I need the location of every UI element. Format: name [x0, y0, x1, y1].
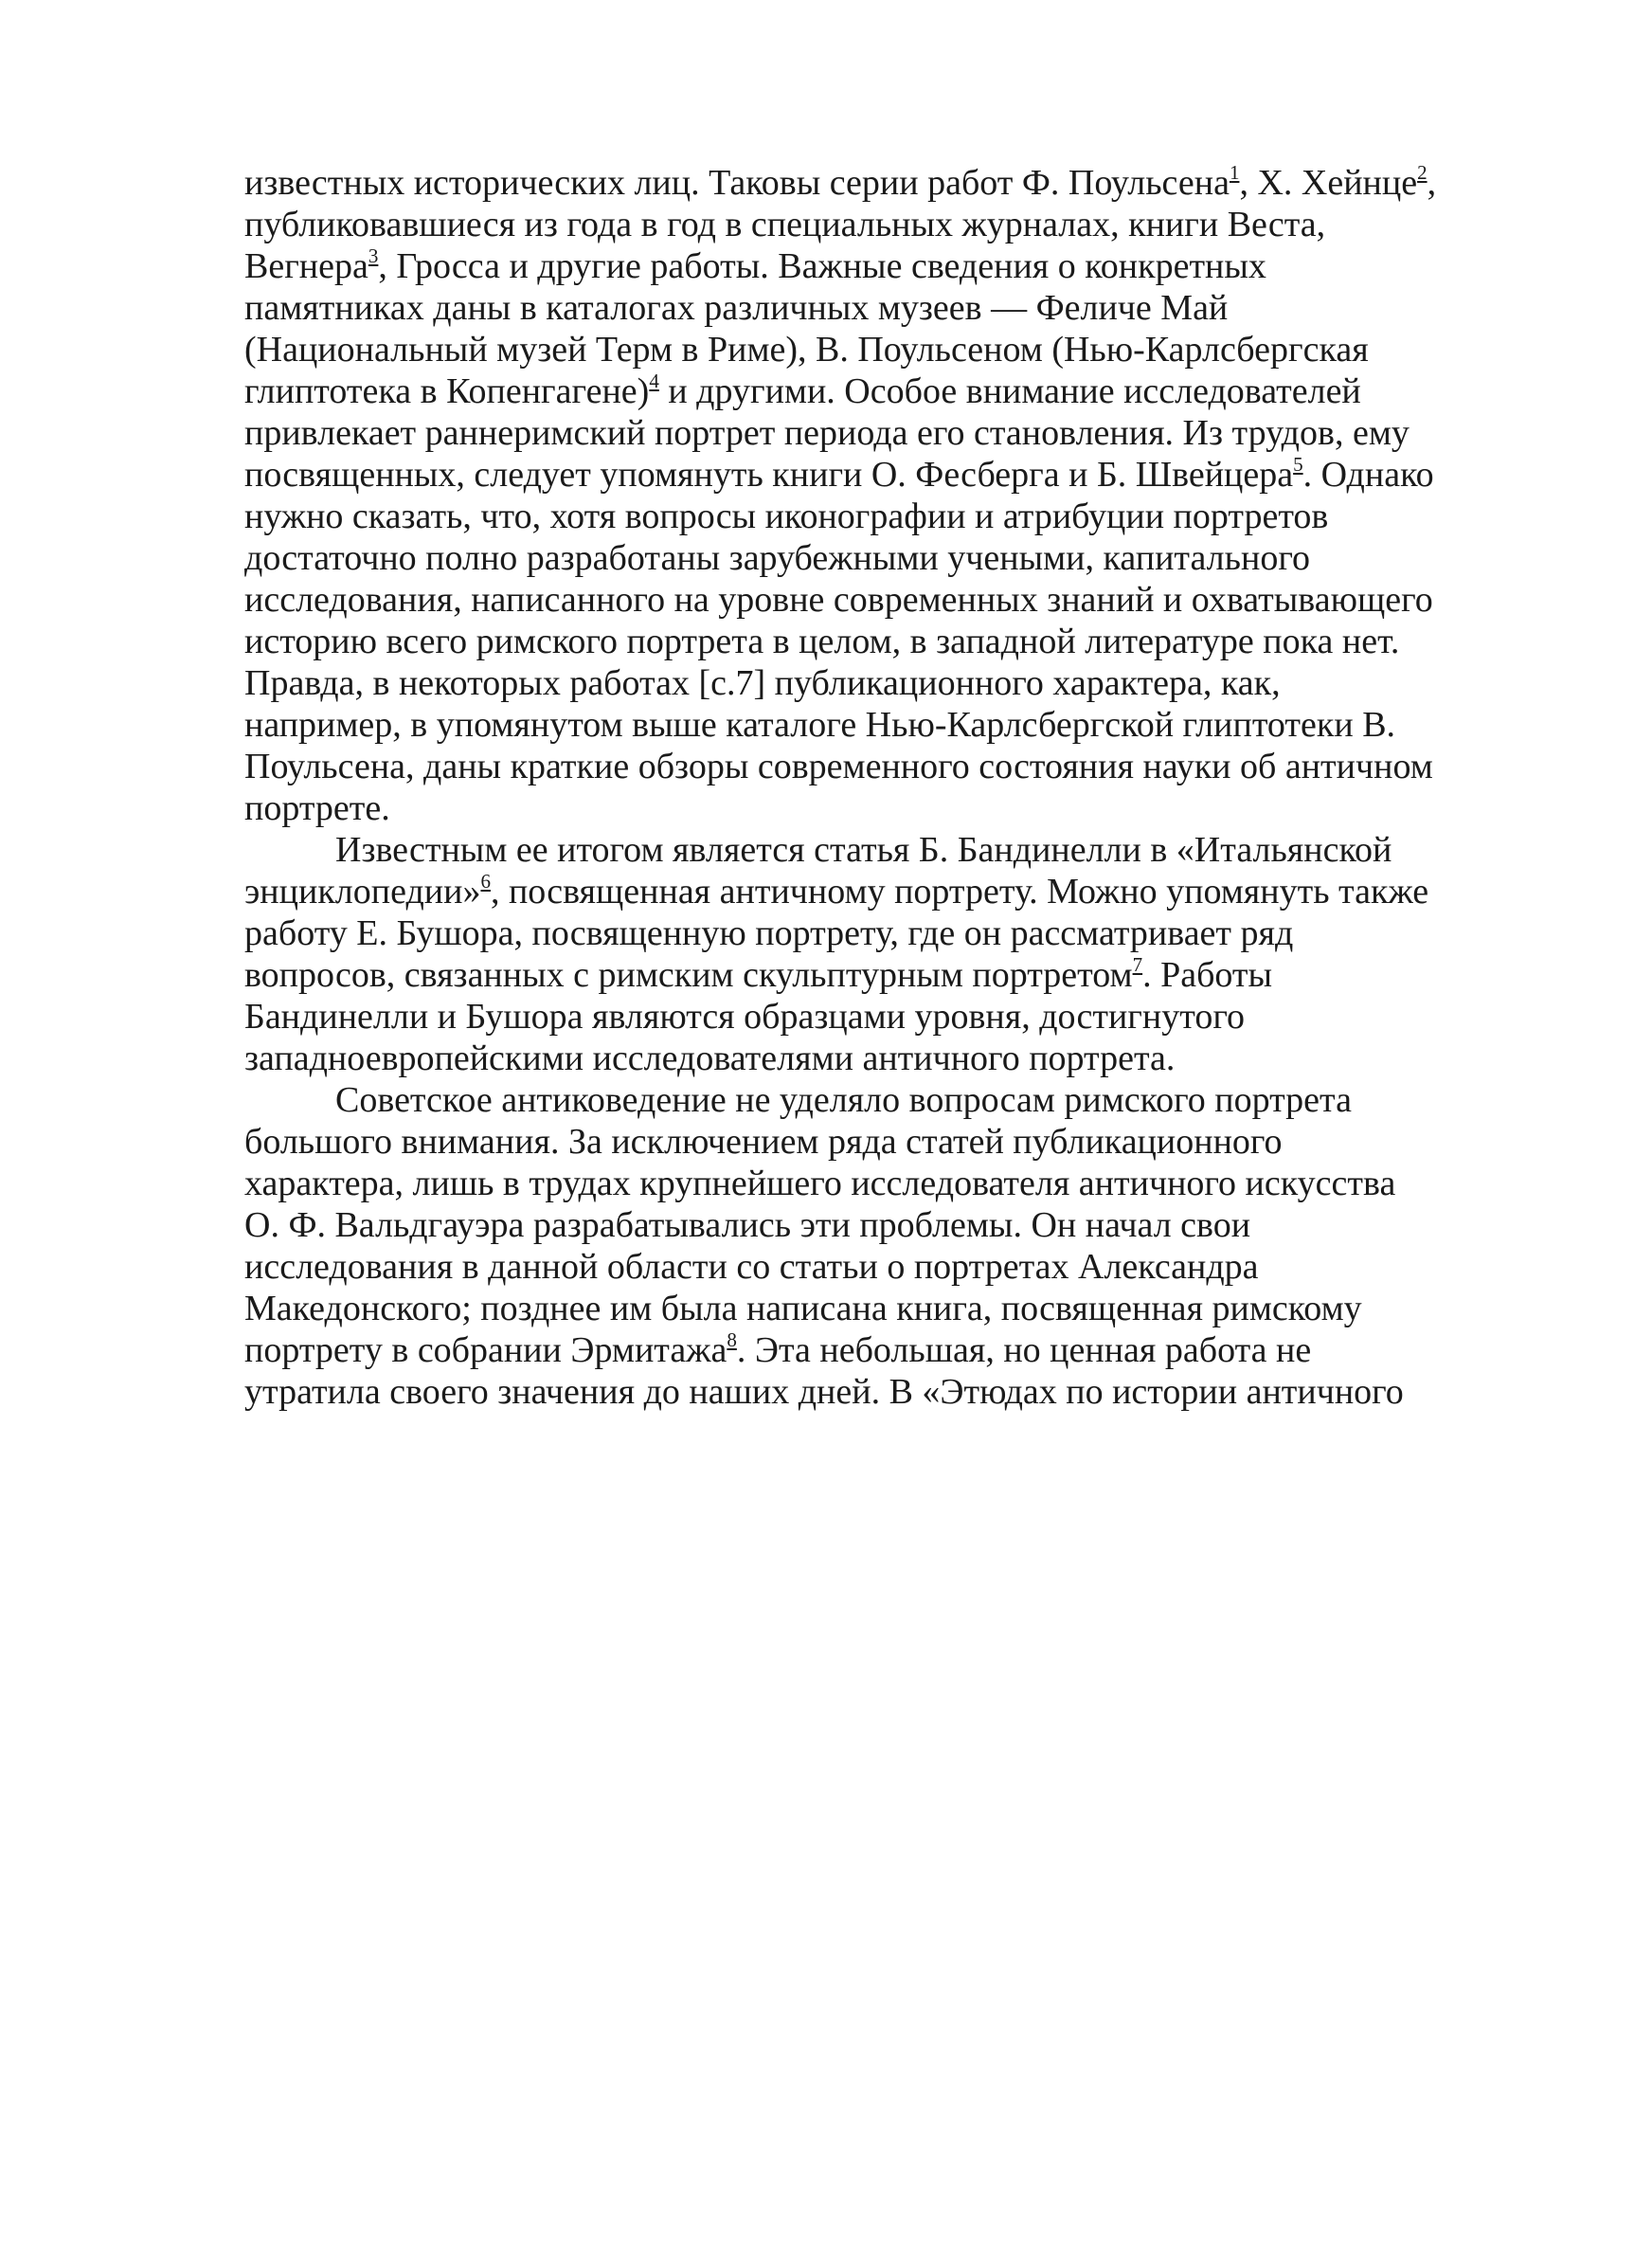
text-segment: западноевропейскими исследователями античного портрета. — [244, 1038, 1176, 1078]
footnote-link[interactable]: 1 — [1229, 161, 1240, 184]
text-segment: привлекает раннеримский портрет периода его становления. Из трудов, ему — [244, 413, 1410, 453]
text-segment: исследования в данной области со статьи о портретах Александра — [244, 1247, 1259, 1287]
text-line — [244, 1118, 1283, 1165]
text-segment: О. Ф. Вальдгауэра разрабатывались эти проблемы. Он начал свои — [244, 1205, 1251, 1245]
text-segment: и другими. Особое внимание исследователей — [658, 371, 1361, 411]
text-line — [244, 243, 1266, 290]
text-line — [244, 910, 1293, 957]
text-line — [244, 1201, 1250, 1249]
text-segment: характера, лишь в трудах крупнейшего исследователя античного искусства — [244, 1164, 1396, 1203]
text-segment: исследования, написанного на уровне современных знаний и охватывающего — [244, 580, 1433, 620]
text-segment: портрете. — [244, 788, 390, 828]
text-line — [244, 326, 1369, 373]
text-line — [244, 201, 1325, 248]
text-line — [244, 368, 1361, 415]
footnote-link[interactable]: 2 — [1417, 161, 1428, 184]
text-segment: достаточно полно разработаны зарубежными учеными, капитального — [244, 538, 1310, 578]
text-segment: (Национальный музей Терм в Риме), В. Поульсеном (Нью-Карлсбергская — [244, 330, 1369, 370]
text-segment: . Работы — [1142, 955, 1273, 995]
text-segment: Македонского; позднее им была написана книга, посвященная римскому — [244, 1289, 1362, 1328]
text-segment: Вегнера — [244, 246, 368, 286]
text-line — [244, 576, 1433, 623]
text-segment: энциклопедии» — [244, 872, 481, 912]
text-line — [244, 618, 1399, 665]
text-line — [244, 409, 1410, 457]
text-segment: публиковавшиеся из года в год в специальных журналах, книги Веста, — [244, 205, 1326, 244]
text-line — [244, 451, 1434, 498]
text-segment: большого внимания. За исключением ряда статей публикационного — [244, 1122, 1283, 1162]
text-line — [244, 743, 1433, 790]
footnote-link[interactable]: 5 — [1293, 453, 1303, 476]
text-segment: глиптотека в Копенгагене) — [244, 371, 650, 411]
text-segment: историю всего римского портрета в целом, в западной литературе пока нет. — [244, 622, 1400, 661]
text-line — [335, 826, 1392, 874]
text-segment: посвященных, следует упомянуть книги О. Фесберга и Б. Швейцера — [244, 455, 1294, 495]
text-segment: Поульсена, даны краткие обзоры современного состояния науки об античном — [244, 747, 1433, 786]
text-segment: памятниках даны в каталогах различных музеев — Феличе Май — [244, 288, 1229, 328]
text-segment: нужно сказать, что, хотя вопросы иконографии и атрибуции портретов — [244, 497, 1329, 536]
footnote-link[interactable]: 7 — [1132, 953, 1143, 976]
text-segment: , посвященная античному портрету. Можно упомянуть также — [490, 872, 1429, 912]
text-segment: Правда, в некоторых работах [c.7] публикационного характера, как, — [244, 663, 1281, 703]
text-line — [244, 868, 1428, 915]
text-segment: известных исторических лиц. Таковы серии работ Ф. Поульсена — [244, 163, 1230, 203]
text-line — [244, 493, 1328, 540]
text-segment: вопросов, связанных с римским скульптурным портретом — [244, 955, 1133, 995]
text-segment: Бандинелли и Бушора являются образцами уровня, достигнутого — [244, 997, 1245, 1037]
text-line — [244, 1327, 1311, 1374]
text-segment: работу Е. Бушора, посвященную портрету, где он рассматривает ряд — [244, 913, 1294, 953]
text-segment: например, в упомянутом выше каталоге Нью-Карлсбергской глиптотеки В. — [244, 705, 1396, 745]
text-line — [244, 659, 1281, 707]
text-line — [244, 1285, 1362, 1332]
text-segment: , Гросса и другие работы. Важные сведения о конкретных — [378, 246, 1266, 286]
text-line — [244, 534, 1310, 582]
text-line — [244, 1243, 1259, 1291]
text-segment: утратила своего значения до наших дней. В «Этюдах по истории античного — [244, 1372, 1404, 1412]
text-segment: . Однако — [1302, 455, 1434, 495]
text-segment: Известным ее итогом является статья Б. Бандинелли в «Итальянской — [335, 830, 1392, 870]
text-line — [244, 785, 390, 832]
text-segment: Советское антиковедение не уделяло вопросам римского портрета — [335, 1080, 1352, 1120]
text-line — [244, 1035, 1175, 1082]
text-line — [244, 701, 1395, 749]
text-line — [244, 1160, 1395, 1207]
text-line — [244, 1368, 1404, 1416]
footnote-link[interactable]: 8 — [727, 1328, 737, 1351]
text-segment: портрету в собрании Эрмитажа — [244, 1330, 727, 1370]
footnote-link[interactable]: 3 — [368, 244, 379, 267]
text-segment: , Х. Хейнце — [1239, 163, 1418, 203]
text-segment: , — [1427, 163, 1437, 203]
footnote-link[interactable]: 6 — [480, 870, 491, 893]
text-line — [335, 1076, 1352, 1124]
footnote-link[interactable]: 4 — [649, 370, 659, 392]
text-line — [244, 159, 1436, 207]
text-line — [244, 284, 1228, 332]
text-line — [244, 951, 1272, 999]
text-segment: . Эта небольшая, но ценная работа не — [736, 1330, 1312, 1370]
text-line — [244, 993, 1245, 1040]
